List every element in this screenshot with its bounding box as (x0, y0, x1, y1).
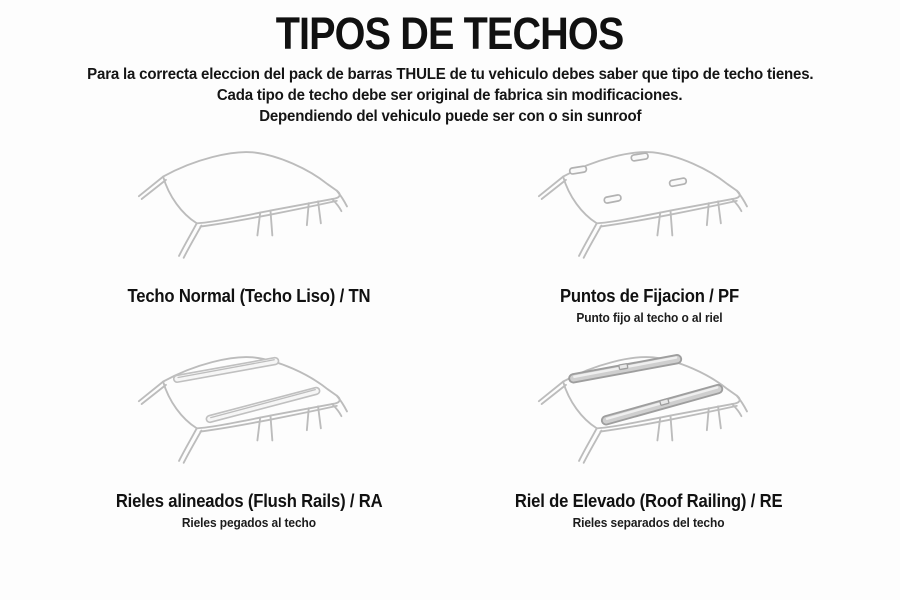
re-subcaption: Rieles separados del techo (573, 515, 725, 530)
pf-roof-illustration (516, 143, 782, 283)
page-title: TIPOS DE TECHOS (276, 8, 624, 59)
tn-caption: Techo Normal (Techo Liso) / TN (127, 285, 371, 306)
re-roof-illustration (516, 348, 782, 488)
pf-subcaption: Punto fijo al techo o al riel (575, 310, 723, 325)
intro-line-3: Dependiendo del vehiculo puede ser con o sin sunroof (258, 108, 642, 125)
re-caption: Riel de Elevado (Roof Railing) / RE (515, 490, 783, 511)
intro-line-1: Para la correcta eleccion del pack de barras THULE de tu vehiculo debes saber que tipo de techo tienes. (86, 66, 814, 83)
ra-roof-illustration (116, 348, 382, 488)
roof-type-card-tn (0, 143, 450, 326)
pf-caption: Puntos de Fijacion / PF (559, 285, 739, 306)
roof-type-card-pf (450, 143, 900, 326)
intro-paragraph (0, 64, 900, 127)
roof-types-grid (0, 143, 900, 531)
tn-roof-illustration (116, 143, 382, 283)
roof-type-card-re (450, 348, 900, 531)
ra-caption: Rieles alineados (Flush Rails) / RA (115, 490, 383, 511)
ra-subcaption: Rieles pegados al techo (181, 515, 317, 530)
header (0, 0, 900, 127)
intro-line-2: Cada tipo de techo debe ser original de fabrica sin modificaciones. (217, 87, 683, 104)
roof-type-card-ra (0, 348, 450, 531)
